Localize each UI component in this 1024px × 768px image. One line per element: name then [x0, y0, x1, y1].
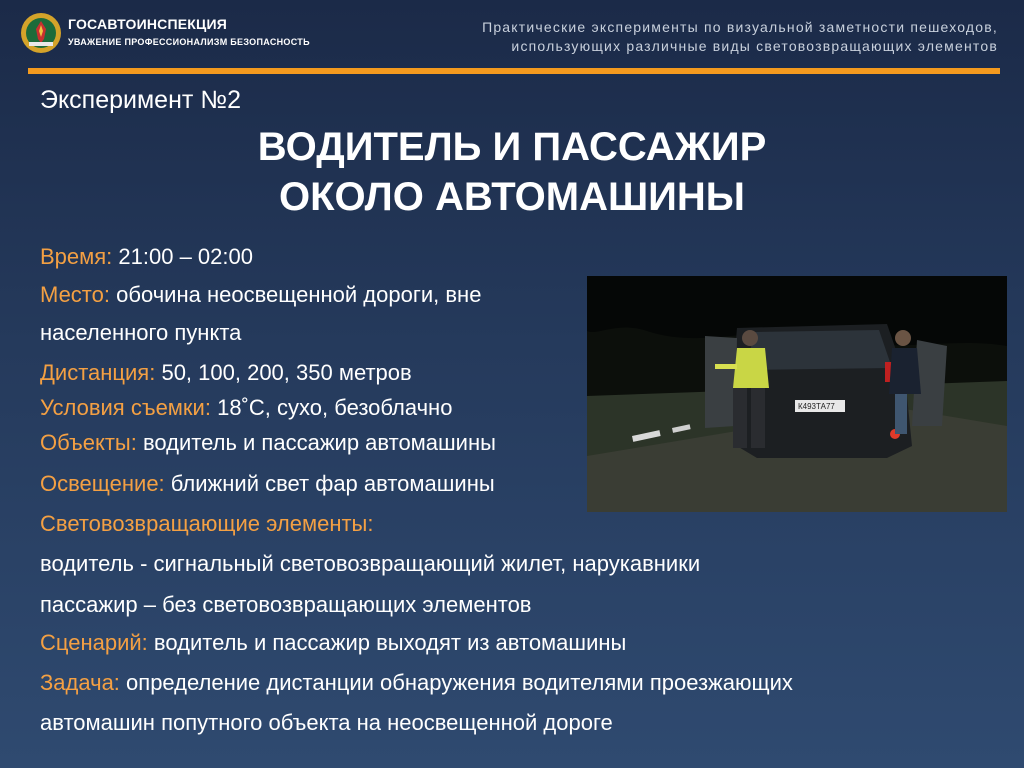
experiment-photo [587, 276, 1007, 512]
objects-label: Объекты: [40, 430, 137, 455]
task-label: Задача: [40, 670, 120, 695]
gosavtoinspektsiya-emblem-icon [20, 12, 62, 54]
lighting-value: ближний свет фар автомашины [170, 471, 495, 496]
task-value-line1: определение дистанции обнаружения водителями проезжающих [126, 670, 793, 695]
place-value-line1: обочина неосвещенной дороги, вне [116, 282, 482, 307]
accent-divider [28, 68, 1000, 74]
reflective-driver: водитель - сигнальный световозвращающий жилет, нарукавники [40, 551, 701, 576]
header-title-line1: Практические эксперименты по визуальной заметности пешеходов, [482, 19, 998, 35]
night-scene-illustration [587, 276, 1007, 512]
distance-value: 50, 100, 200, 350 метров [161, 360, 412, 385]
time-row [40, 244, 253, 270]
header [0, 0, 1024, 74]
distance-label: Дистанция: [40, 360, 156, 385]
time-value: 21:00 – 02:00 [118, 244, 253, 269]
lighting-row [40, 471, 495, 497]
header-title-line2: использующих различные виды световозвращающих элементов [511, 38, 998, 54]
conditions-label: Условия съемки: [40, 395, 211, 420]
task-value-line2: автомашин попутного объекта на неосвещенной дороге [40, 710, 613, 735]
reflective-label: Световозвращающие элементы: [40, 511, 374, 536]
time-label: Время: [40, 244, 113, 269]
header-title [338, 18, 998, 56]
reflective-row [40, 511, 373, 537]
experiment-label: Эксперимент №2 [40, 86, 242, 114]
page-title [0, 122, 1024, 222]
objects-row [40, 430, 496, 456]
conditions-row [40, 395, 452, 421]
reflective-passenger: пассажир – без световозвращающих элементов [40, 592, 532, 617]
org-motto: УВАЖЕНИЕ ПРОФЕССИОНАЛИЗМ БЕЗОПАСНОСТЬ [68, 37, 310, 47]
page-title-line1: ВОДИТЕЛЬ И ПАССАЖИР [257, 125, 767, 169]
place-row [40, 282, 481, 308]
task-row-continued [40, 710, 613, 736]
page-title-line2: ОКОЛО АВТОМАШИНЫ [279, 175, 745, 219]
place-row-continued [40, 320, 241, 346]
place-label: Место: [40, 282, 110, 307]
scenario-label: Сценарий: [40, 630, 148, 655]
task-row [40, 670, 793, 696]
distance-row [40, 360, 412, 386]
conditions-value: 18˚С, сухо, безоблачно [217, 395, 453, 420]
license-plate-text: К493ТА77 [798, 402, 835, 411]
org-name: ГОСАВТОИНСПЕКЦИЯ [68, 16, 227, 32]
place-value-line2: населенного пункта [40, 320, 242, 345]
reflective-driver-row [40, 551, 700, 577]
reflective-passenger-row [40, 592, 532, 618]
objects-value: водитель и пассажир автомашины [142, 430, 496, 455]
lighting-label: Освещение: [40, 471, 165, 496]
scenario-value: водитель и пассажир выходят из автомашины [153, 630, 627, 655]
scenario-row [40, 630, 626, 656]
